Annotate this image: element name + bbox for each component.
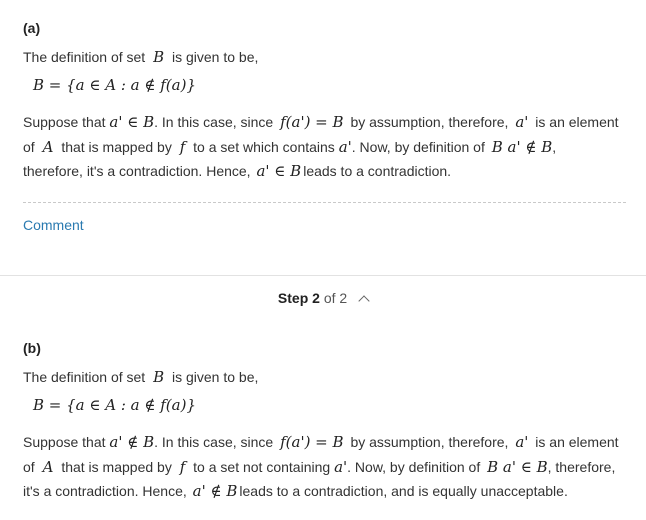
text: by assumption, therefore, xyxy=(350,434,509,450)
text: of xyxy=(23,139,35,155)
set-variable: B xyxy=(153,48,165,66)
part-a-line-2 xyxy=(23,138,556,156)
part-a-line-1 xyxy=(23,113,619,131)
math: a' ∉ B xyxy=(192,482,238,500)
text: , therefore, xyxy=(547,459,616,475)
text: . Now, by definition of xyxy=(351,139,485,155)
part-b-line-3 xyxy=(23,482,568,500)
step-number: Step 2 xyxy=(277,290,320,306)
text: to a set which contains xyxy=(193,139,335,155)
math: a' ∈ B xyxy=(109,113,155,131)
math: a' xyxy=(334,458,348,476)
text: . In this case, since xyxy=(154,434,274,450)
definition-text: The definition of set xyxy=(23,369,146,385)
dashed-divider xyxy=(23,202,626,203)
part-b-line-1 xyxy=(23,433,619,451)
step-header xyxy=(0,290,646,306)
text: therefore, it's a contradiction. Hence, xyxy=(23,163,251,179)
math: a' xyxy=(515,433,529,451)
text: that is mapped by xyxy=(61,139,172,155)
part-a-line-3 xyxy=(23,162,451,180)
set-variable: B xyxy=(153,368,165,386)
math: a' ∉ B xyxy=(109,433,155,451)
step-total: of 2 xyxy=(323,290,348,306)
text: by assumption, therefore, xyxy=(350,114,509,130)
part-b-line-2 xyxy=(23,458,615,476)
part-a-definition xyxy=(23,48,258,66)
math: A xyxy=(42,458,54,476)
text: to a set not containing xyxy=(193,459,331,475)
step-separator xyxy=(0,275,646,276)
definition-suffix: is given to be, xyxy=(172,49,259,65)
text: is an element xyxy=(535,114,619,130)
text: it's a contradiction. Hence, xyxy=(23,483,187,499)
math: B a' ∉ B xyxy=(491,138,553,156)
math: f(a') = B xyxy=(280,433,344,451)
text: is an element xyxy=(535,434,619,450)
definition-text: The definition of set xyxy=(23,49,146,65)
text: that is mapped by xyxy=(61,459,172,475)
part-a-label: (a) xyxy=(23,20,41,36)
math: A xyxy=(42,138,54,156)
chevron-up-icon[interactable] xyxy=(358,295,369,306)
definition-suffix: is given to be, xyxy=(172,369,259,385)
math: f xyxy=(179,458,186,476)
text: Suppose that xyxy=(23,114,106,130)
part-b-label: (b) xyxy=(23,340,41,356)
text: of xyxy=(23,459,35,475)
math: f(a') = B xyxy=(280,113,344,131)
text: , xyxy=(552,139,557,155)
text: . Now, by definition of xyxy=(347,459,481,475)
text: . In this case, since xyxy=(154,114,274,130)
part-a-formula: B = {a ∈ A : a ∉ f(a)} xyxy=(33,76,197,94)
text: leads to a contradiction, and is equally unacceptable. xyxy=(239,483,568,499)
math: B a' ∈ B xyxy=(487,458,548,476)
part-b-formula: B = {a ∈ A : a ∉ f(a)} xyxy=(33,396,197,414)
math: a' xyxy=(338,138,352,156)
math: f xyxy=(179,138,186,156)
part-b-definition xyxy=(23,368,258,386)
math: a' ∈ B xyxy=(256,162,302,180)
comment-link[interactable]: Comment xyxy=(23,217,84,233)
math: a' xyxy=(515,113,529,131)
text: Suppose that xyxy=(23,434,106,450)
text: leads to a contradiction. xyxy=(303,163,452,179)
